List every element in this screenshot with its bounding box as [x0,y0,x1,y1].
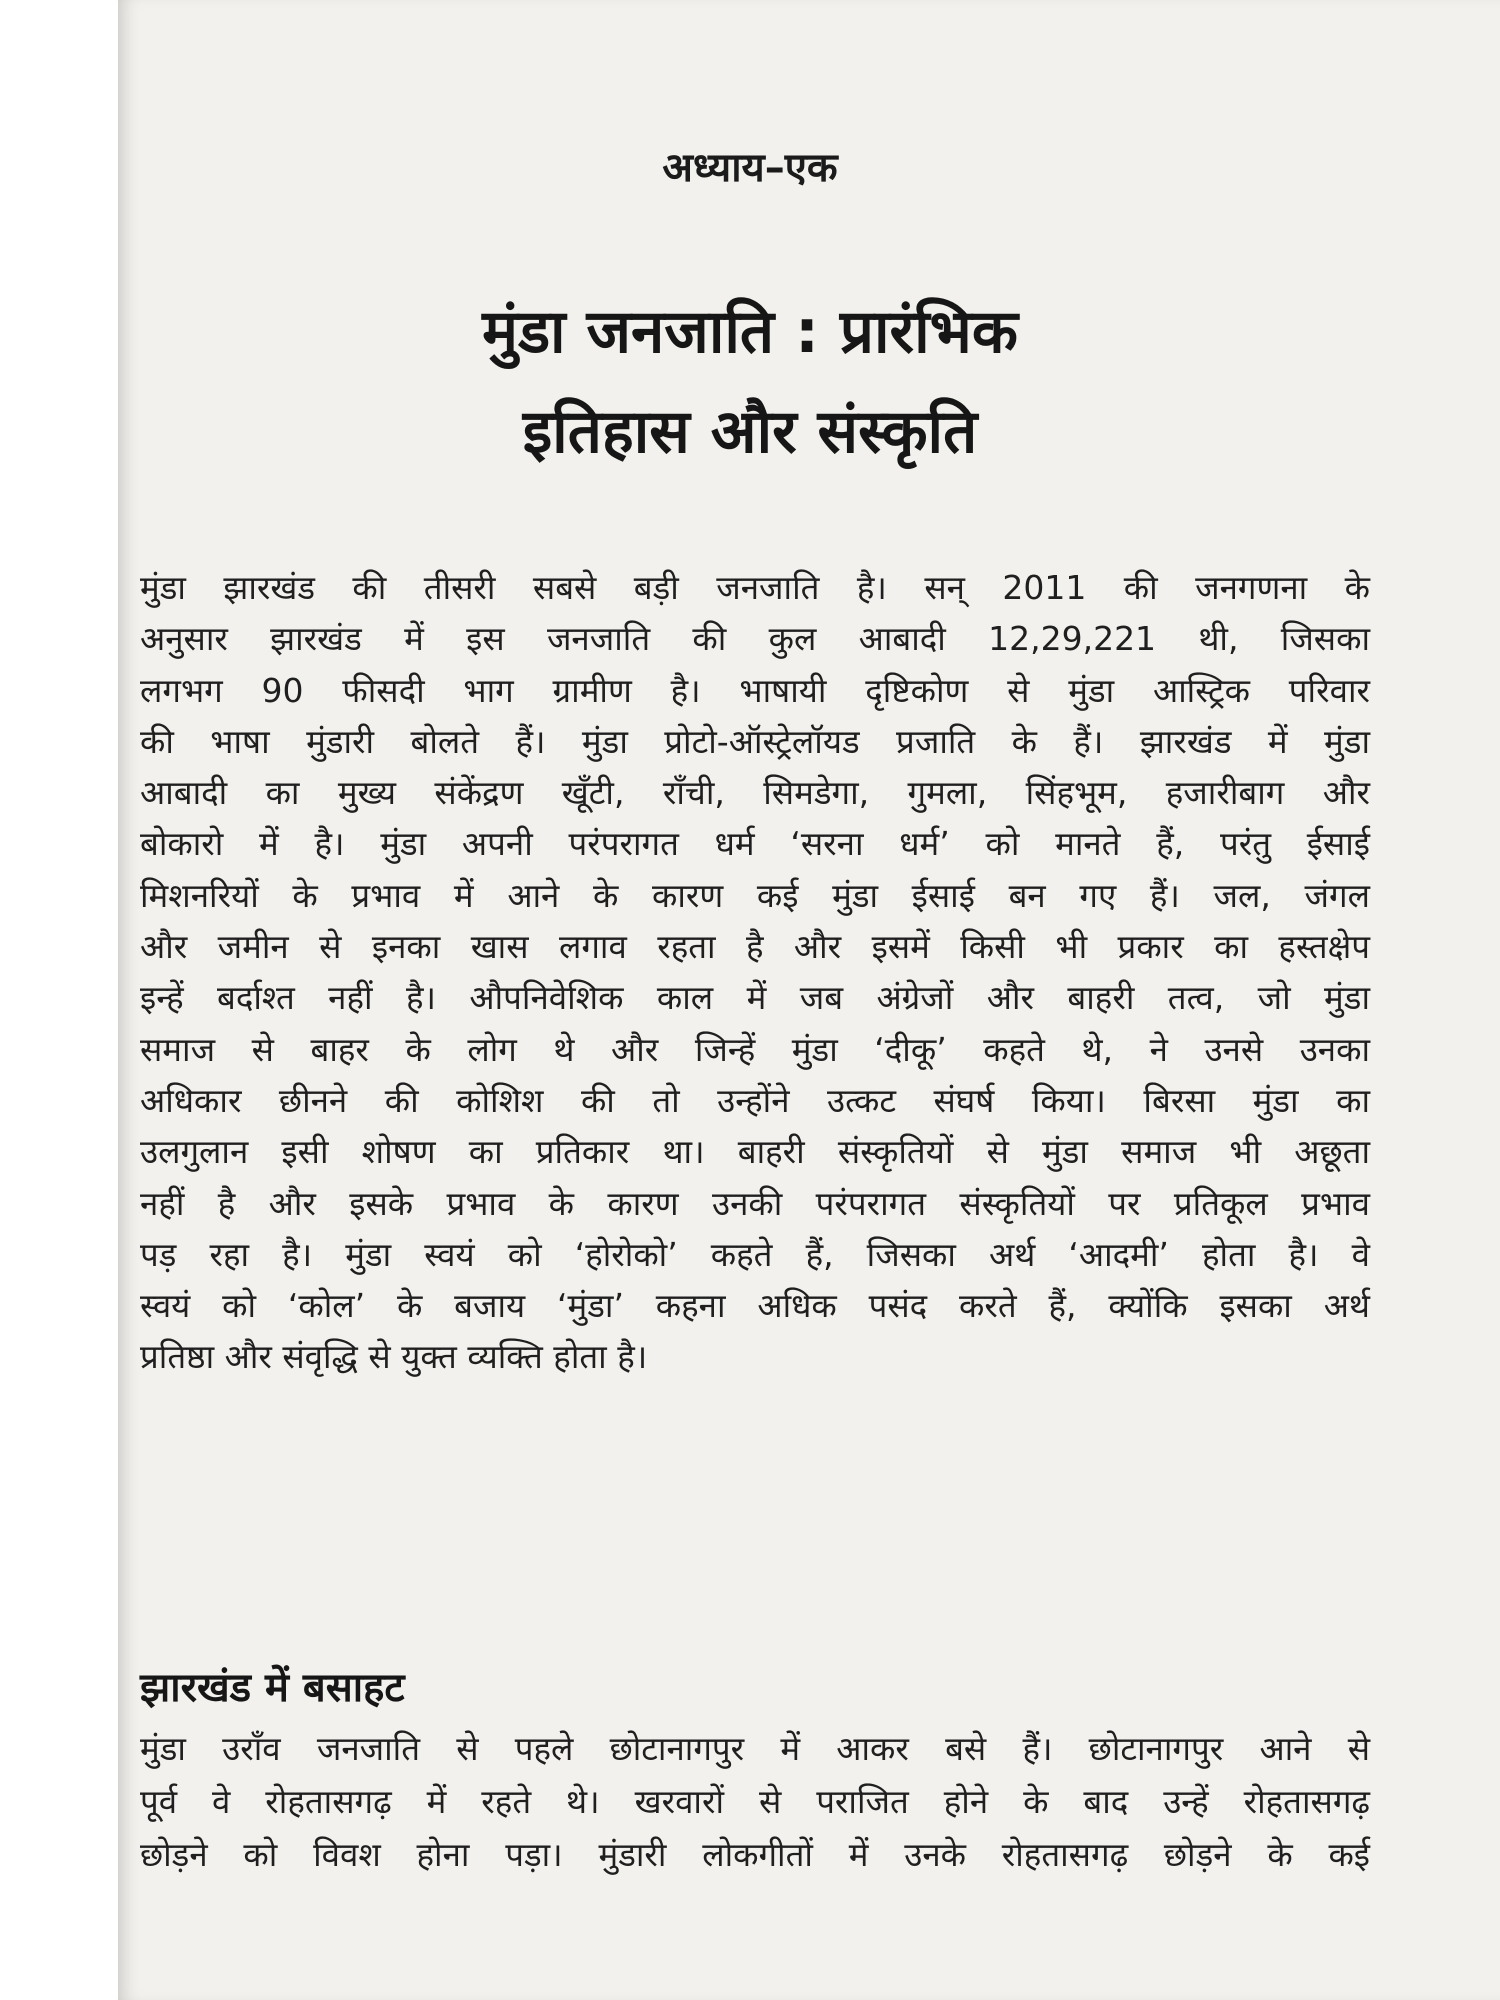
paragraph-line: छोड़ने को विवश होना पड़ा। मुंडारी लोकगीतों में उनके रोहतासगढ़ छोड़ने के कई [140,1835,1370,1874]
paragraph-line: स्वयं को ‘कोल’ के बजाय ‘मुंडा’ कहना अधिक पसंद करते हैं, क्योंकि इसका अर्थ [140,1286,1370,1326]
paragraph-line: लगभग 90 फीसदी भाग ग्रामीण है। भाषायी दृष्टिकोण से मुंडा आस्ट्रिक परिवार [140,670,1370,710]
paragraph-line: की भाषा मुंडारी बोलते हैं। मुंडा प्रोटो-ऑस्ट्रेलॉयड प्रजाति के हैं। झारखंड में मुंडा [140,721,1370,761]
chapter-title-line-2: इतिहास और संस्कृति [522,397,978,467]
paragraph-line: बोकारो में है। मुंडा अपनी परंपरागत धर्म ‘सरना धर्म’ को मानते हैं, परंतु ईसाई [140,824,1370,864]
paragraph-line: नहीं है और इसके प्रभाव के कारण उनकी परंपरागत संस्कृतियों पर प्रतिकूल प्रभाव [140,1183,1370,1223]
section-heading: झारखंड में बसाहट [140,1665,405,1711]
chapter-title-line-1: मुंडा जनजाति : प्रारंभिक [482,297,1018,367]
paragraph-line: अनुसार झारखंड में इस जनजाति की कुल आबादी 12,29,221 थी, जिसका [140,619,1370,659]
paragraph-line: अधिकार छीनने की कोशिश की तो उन्होंने उत्कट संघर्ष किया। बिरसा मुंडा का [140,1080,1370,1120]
paragraph-line: और जमीन से इनका खास लगाव रहता है और इसमें किसी भी प्रकार का हस्तक्षेप [140,927,1370,967]
paragraph-line: आबादी का मुख्य संकेंद्रण खूँटी, राँची, सिमडेगा, गुमला, सिंहभूम, हजारीबाग और [140,773,1370,813]
paragraph-line: पूर्व वे रोहतासगढ़ में रहते थे। खरवारों से पराजित होने के बाद उन्हें रोहतासगढ़ [140,1782,1370,1821]
paragraph-line: मिशनरियों के प्रभाव में आने के कारण कई मुंडा ईसाई बन गए हैं। जल, जंगल [140,875,1370,915]
paragraph-line: प्रतिष्ठा और संवृद्धि से युक्त व्यक्ति होता है। [140,1337,648,1377]
paragraph-line: उलगुलान इसी शोषण का प्रतिकार था। बाहरी संस्कृतियों से मुंडा समाज भी अछूता [140,1132,1370,1172]
intro-paragraph [140,562,1370,1383]
paragraph-line: पड़ रहा है। मुंडा स्वयं को ‘होरोको’ कहते हैं, जिसका अर्थ ‘आदमी’ होता है। वे [140,1234,1370,1274]
paragraph-line: इन्हें बर्दाश्त नहीं है। औपनिवेशिक काल में जब अंग्रेजों और बाहरी तत्व, जो मुंडा [140,978,1370,1018]
section-paragraph [140,1722,1370,1881]
paragraph-line: समाज से बाहर के लोग थे और जिन्हें मुंडा ‘दीकू’ कहते थे, ने उनसे उनका [140,1029,1370,1069]
chapter-label: अध्याय–एक [662,145,838,191]
chapter-title [0,282,1500,482]
paragraph-line: मुंडा झारखंड की तीसरी सबसे बड़ी जनजाति है। सन् 2011 की जनगणना के [140,568,1370,607]
paragraph-line: मुंडा उराँव जनजाति से पहले छोटानागपुर में आकर बसे हैं। छोटानागपुर आने से [140,1729,1370,1768]
